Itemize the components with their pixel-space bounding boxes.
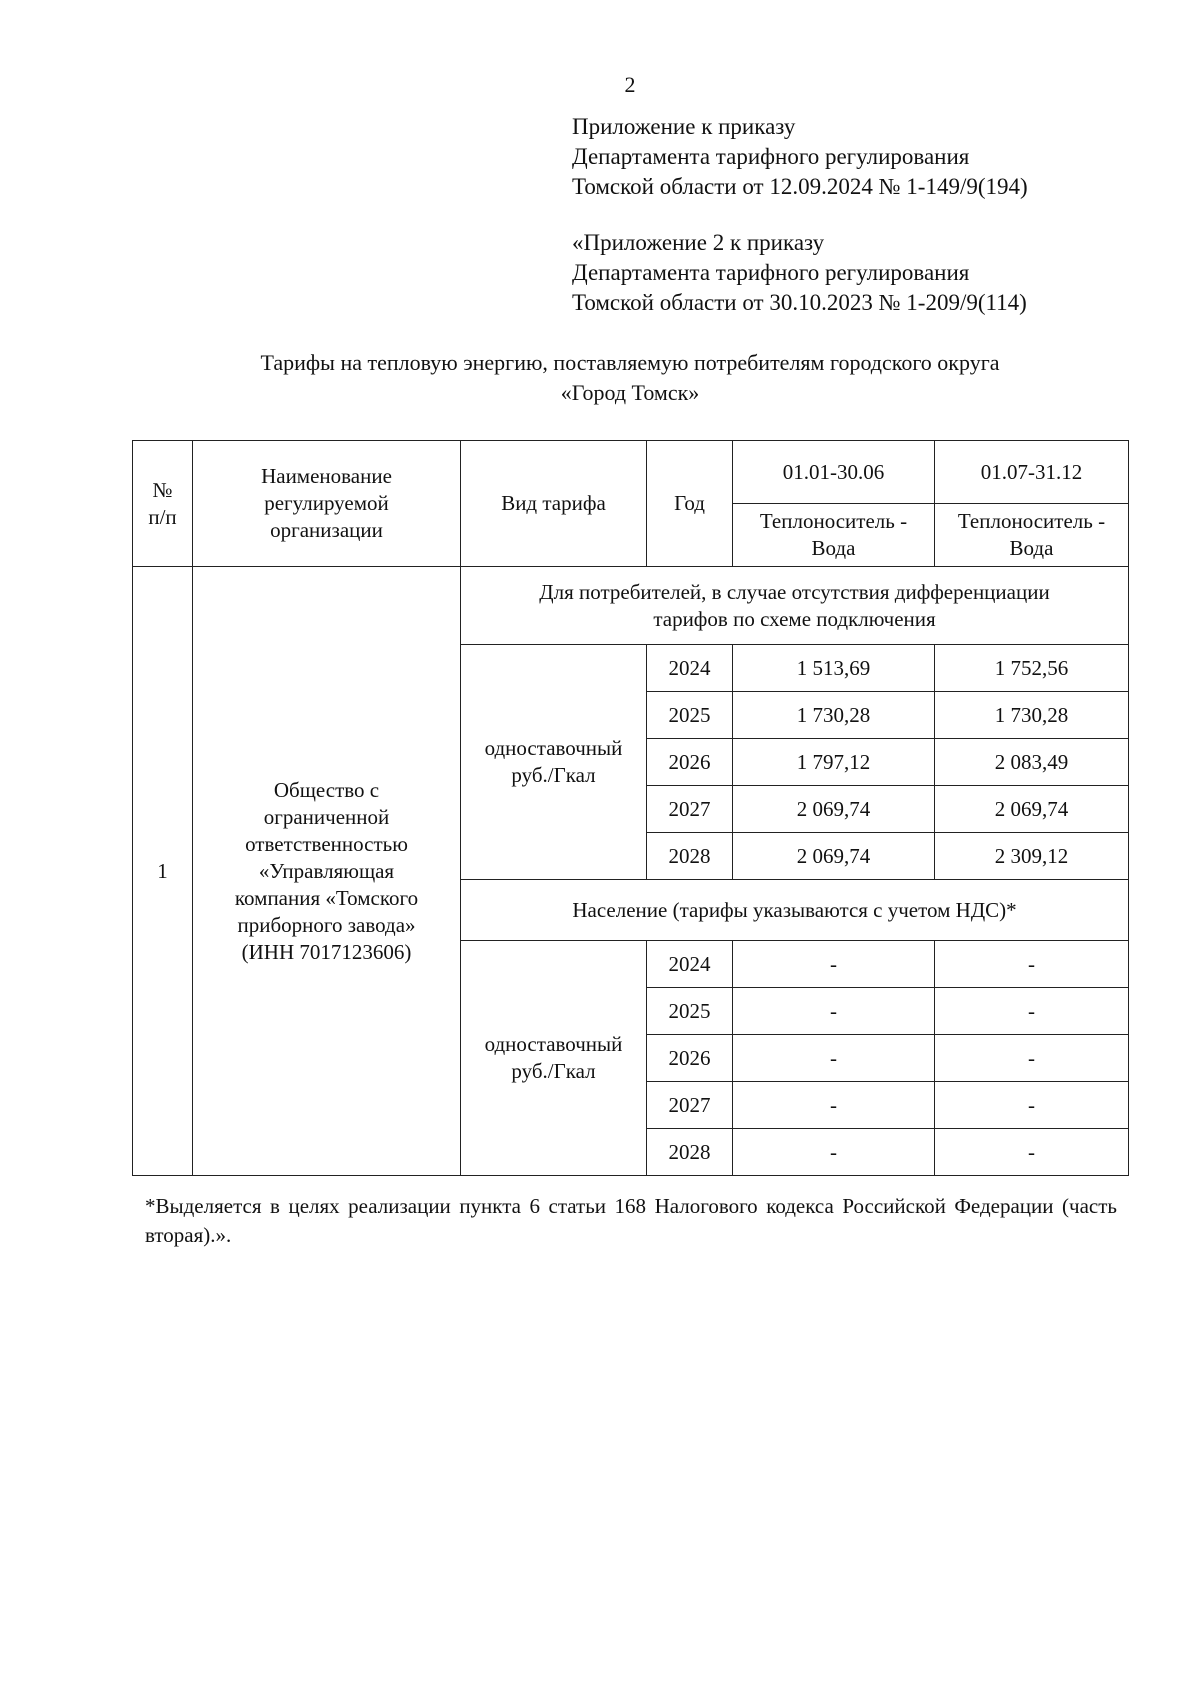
value-cell: 1 513,69 xyxy=(733,645,935,692)
year-cell: 2028 xyxy=(647,1129,733,1176)
value-cell: - xyxy=(733,1129,935,1176)
value-cell: - xyxy=(733,1082,935,1129)
value-cell: 2 069,74 xyxy=(733,833,935,880)
header-year: Год xyxy=(647,441,733,567)
header-number: № п/п xyxy=(133,441,193,567)
appendix-line: Департамента тарифного регулирования xyxy=(572,144,970,169)
value-cell: - xyxy=(935,1129,1129,1176)
year-cell: 2024 xyxy=(647,645,733,692)
value-cell: - xyxy=(935,1035,1129,1082)
value-cell: 2 083,49 xyxy=(935,739,1129,786)
year-cell: 2027 xyxy=(647,1082,733,1129)
value-cell: 2 069,74 xyxy=(935,786,1129,833)
appendix-line: Томской области от 30.10.2023 № 1-209/9(114) xyxy=(572,290,1027,315)
value-cell: 1 730,28 xyxy=(733,692,935,739)
appendix-line: Приложение к приказу xyxy=(572,114,796,139)
appendix-reference-current xyxy=(572,112,1132,202)
header-row xyxy=(133,441,1129,504)
value-cell: 1 752,56 xyxy=(935,645,1129,692)
value-cell: 2 309,12 xyxy=(935,833,1129,880)
year-cell: 2026 xyxy=(647,1035,733,1082)
header-carrier-2: Теплоноситель - Вода xyxy=(935,504,1129,567)
page-number: 2 xyxy=(624,72,636,97)
appendix-line: Департамента тарифного регулирования xyxy=(572,260,970,285)
value-cell: - xyxy=(935,1082,1129,1129)
tariff-type-cell: одноставочный руб./Гкал xyxy=(461,941,647,1176)
document-title xyxy=(140,348,1120,408)
year-cell: 2027 xyxy=(647,786,733,833)
value-cell: 1 797,12 xyxy=(733,739,935,786)
header-carrier-1: Теплоноситель - Вода xyxy=(733,504,935,567)
appendix-line: «Приложение 2 к приказу xyxy=(572,230,825,255)
year-cell: 2024 xyxy=(647,941,733,988)
value-cell: - xyxy=(733,941,935,988)
group-title: Население (тарифы указываются с учетом НДС)* xyxy=(461,880,1129,941)
year-cell: 2025 xyxy=(647,988,733,1035)
value-cell: - xyxy=(935,988,1129,1035)
organization-name: Общество с ограниченной ответственностью «Управляющая компания «Томского приборного завода» (ИНН 7017123606) xyxy=(193,567,461,1176)
header-tariff-type: Вид тарифа xyxy=(461,441,647,567)
value-cell: - xyxy=(733,988,935,1035)
appendix-reference-previous xyxy=(572,228,1132,318)
tariff-table xyxy=(132,440,1129,1176)
value-cell: 1 730,28 xyxy=(935,692,1129,739)
year-cell: 2025 xyxy=(647,692,733,739)
year-cell: 2028 xyxy=(647,833,733,880)
group-header-row xyxy=(133,567,1129,645)
value-cell: - xyxy=(733,1035,935,1082)
footnote: *Выделяется в целях реализации пункта 6 статьи 168 Налогового кодекса Российской Федерации (часть вторая).». xyxy=(145,1194,1117,1247)
header-period-2: 01.07-31.12 xyxy=(935,441,1129,504)
row-number: 1 xyxy=(133,567,193,1176)
year-cell: 2026 xyxy=(647,739,733,786)
appendix-line: Томской области от 12.09.2024 № 1-149/9(194) xyxy=(572,174,1028,199)
value-cell: - xyxy=(935,941,1129,988)
header-period-1: 01.01-30.06 xyxy=(733,441,935,504)
header-organization: Наименование регулируемой организации xyxy=(193,441,461,567)
title-line: Тарифы на тепловую энергию, поставляемую потребителям городского округа xyxy=(260,350,1000,375)
group-title: Для потребителей, в случае отсутствия дифференциации тарифов по схеме подключения xyxy=(461,567,1129,645)
title-line: «Город Томск» xyxy=(560,380,700,405)
tariff-type-cell: одноставочный руб./Гкал xyxy=(461,645,647,880)
value-cell: 2 069,74 xyxy=(733,786,935,833)
